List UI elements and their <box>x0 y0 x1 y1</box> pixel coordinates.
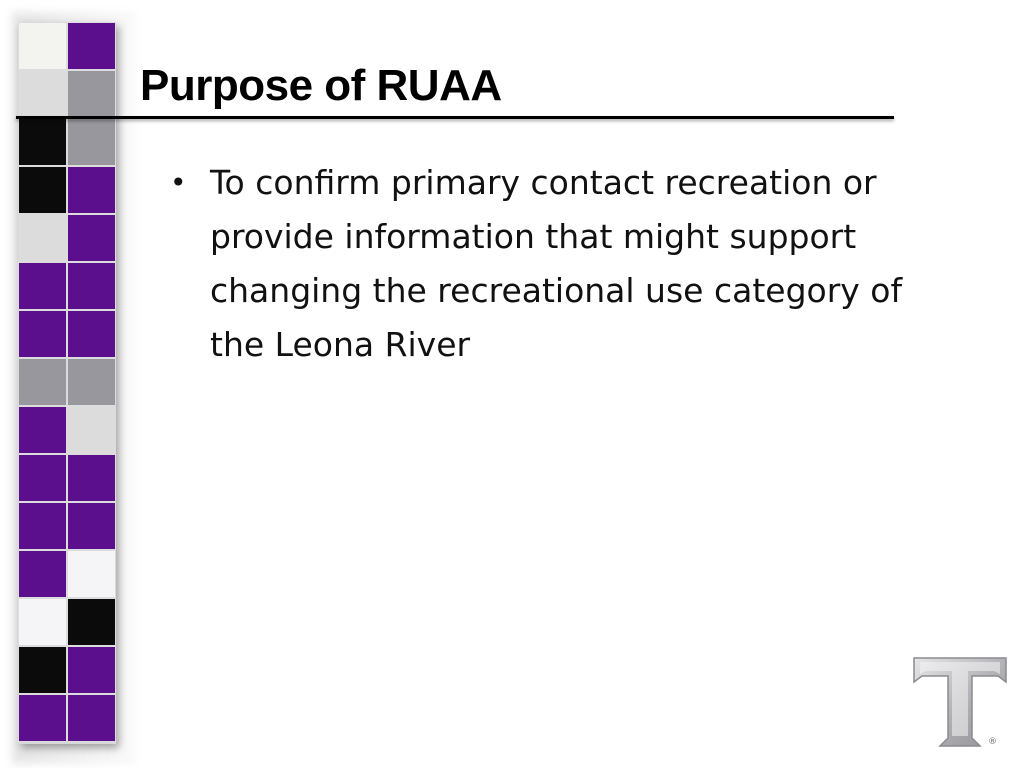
mosaic-tile <box>18 70 67 118</box>
mosaic-tile <box>67 694 116 742</box>
slide-body <box>168 156 928 372</box>
registered-mark: ® <box>988 737 997 747</box>
mosaic-tile <box>18 406 67 454</box>
mosaic-tile <box>18 646 67 694</box>
bullet-list <box>168 156 928 372</box>
mosaic-tile <box>18 550 67 598</box>
mosaic-tile <box>67 310 116 358</box>
mosaic-tile <box>67 22 116 70</box>
mosaic-tile <box>67 262 116 310</box>
mosaic-tile <box>18 166 67 214</box>
mosaic-tile <box>18 214 67 262</box>
mosaic-tile <box>18 694 67 742</box>
mosaic-tile <box>18 310 67 358</box>
bullet-text: To confirm primary contact recreation or provide information that might support changing the recreational use category of the Leona River <box>210 163 903 364</box>
mosaic-tile <box>18 22 67 70</box>
bullet-dot-icon: • <box>170 166 187 199</box>
mosaic-tile <box>18 454 67 502</box>
mosaic-tile <box>67 454 116 502</box>
decorative-mosaic-column <box>18 22 116 744</box>
mosaic-tile <box>67 598 116 646</box>
mosaic-tile <box>18 358 67 406</box>
mosaic-tile <box>67 70 116 118</box>
mosaic-tile <box>18 598 67 646</box>
title-underline <box>16 116 894 119</box>
mosaic-tile <box>67 406 116 454</box>
mosaic-tile <box>18 262 67 310</box>
mosaic-tile <box>18 118 67 166</box>
slide-title: Purpose of RUAA <box>140 61 502 110</box>
mosaic-tile <box>67 358 116 406</box>
mosaic-tile <box>18 502 67 550</box>
mosaic-tile <box>67 214 116 262</box>
bullet-item <box>168 156 910 372</box>
block-t-logo-icon <box>908 652 1012 756</box>
mosaic-tile <box>67 646 116 694</box>
mosaic-tile <box>67 118 116 166</box>
mosaic-tile <box>67 550 116 598</box>
mosaic-tile <box>67 166 116 214</box>
mosaic-tile <box>67 502 116 550</box>
